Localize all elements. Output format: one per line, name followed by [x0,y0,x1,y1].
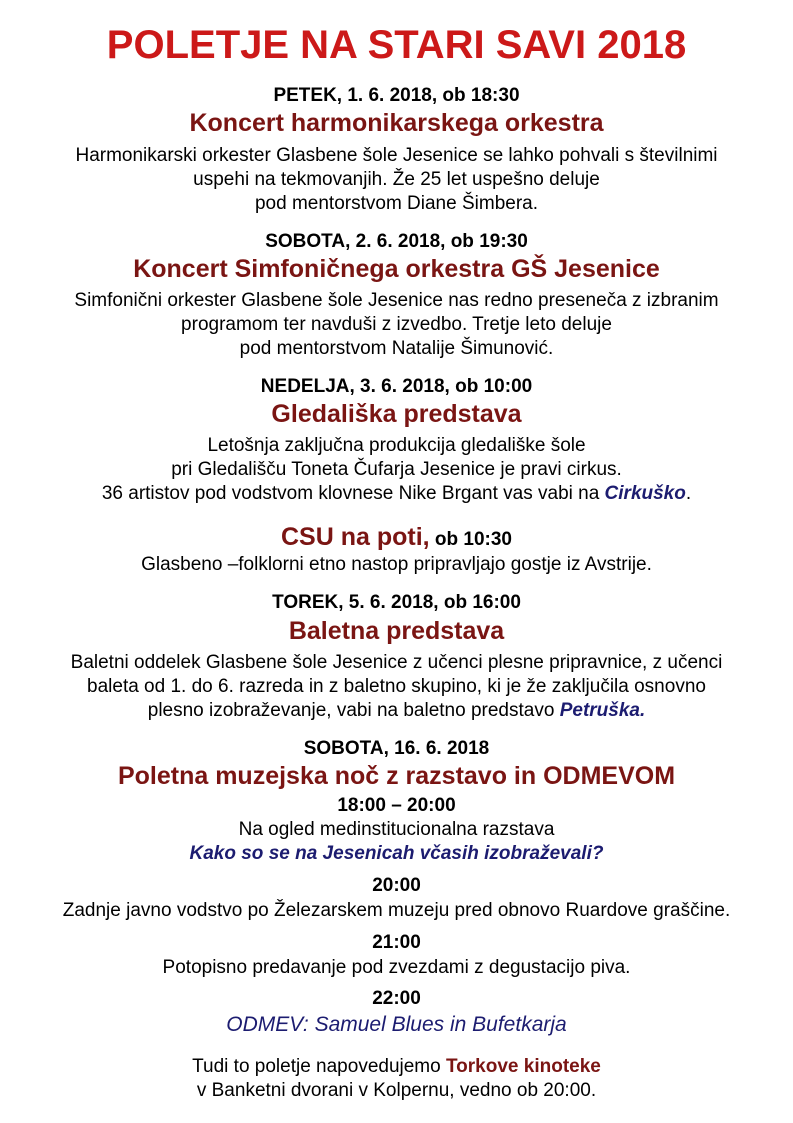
event-title [0,522,793,555]
footer-line: v Banketni dvorani v Kolpernu, vedno ob 20:00. [196,1080,597,1101]
program-time: 22:00 [372,988,421,1009]
event-date: SOBOTA, 16. 6. 2018 [303,738,490,759]
footer-line [0,1055,793,1079]
event-description-line: baleta od 1. do 6. razreda in z baletno skupino, ki je že zaključila osnovno [87,676,706,697]
event-time: ob 10:30 [429,529,512,550]
program-time: 18:00 – 20:00 [337,795,456,816]
event-description-line: Glasbeno –folklorni etno nastop pripravljajo gostje iz Avstrije. [141,554,652,575]
event-description-line: uspehi na tekmovanjih. Že 25 let uspešno deluje [193,169,600,190]
event-description-line [0,699,793,723]
performers-title: ODMEV: Samuel Blues in Bufetkarja [226,1013,567,1036]
event-title: Koncert Simfoničnega orkestra GŠ Jesenice [133,255,660,283]
program-text: Na ogled medinstitucionalna razstava [238,819,555,840]
event-date: NEDELJA, 3. 6. 2018, ob 10:00 [260,376,533,397]
production-title-link[interactable]: Cirkuško [604,483,686,504]
event-title: Koncert harmonikarskega orkestra [189,109,604,137]
event-description-text: 36 artistov pod vodstvom klovnese Nike Brgant vas vabi na [101,483,605,504]
event-description-line: Baletni oddelek Glasbene šole Jesenice z učenci plesne pripravnice, z učenci [70,652,723,673]
event-description-text: plesno izobraževanje, vabi na baletno predstavo [147,700,560,721]
exhibition-title: Kako so se na Jesenicah včasih izobraževali? [189,843,604,864]
event-title: Poletna muzejska noč z razstavo in ODMEVOM [117,762,676,790]
event-description-line: pod mentorstvom Diane Šimbera. [254,193,538,214]
event-description-line: Simfonični orkester Glasbene šole Jesenice nas redno preseneča z izbranim [74,290,719,311]
event-description-line [0,482,793,506]
program-time: 20:00 [372,875,421,896]
event-description-line: Letošnja zaključna produkcija gledališke šole [207,435,586,456]
event-date: TOREK, 5. 6. 2018, ob 16:00 [272,592,521,613]
event-name: CSU na poti, [281,523,430,551]
event-title: Baletna predstava [288,617,505,645]
event-date: PETEK, 1. 6. 2018, ob 18:30 [273,85,520,106]
event-date: SOBOTA, 2. 6. 2018, ob 19:30 [265,231,528,252]
event-title: Gledališka predstava [271,400,522,428]
kinoteka-title: Torkove kinoteke [445,1056,601,1077]
production-title-link[interactable]: Petruška. [559,700,646,721]
program-text: Zadnje javno vodstvo po Železarskem muzeju pred obnovo Ruardove graščine. [62,900,731,921]
program-text: Potopisno predavanje pod zvezdami z degustacijo piva. [162,957,631,978]
event-description-line: programom ter navduši z izvedbo. Tretje leto deluje [181,314,612,335]
event-description-line: pri Gledališču Toneta Čufarja Jesenice je pravi cirkus. [171,459,622,480]
footer-text: Tudi to poletje napovedujemo [192,1056,446,1077]
event-description-line: pod mentorstvom Natalije Šimunović. [239,338,554,359]
page-title: POLETJE NA STARI SAVI 2018 [106,23,687,67]
event-description-line: Harmonikarski orkester Glasbene šole Jesenice se lahko pohvali s številnimi [75,145,718,166]
punctuation: . [685,483,692,504]
program-time: 21:00 [372,932,421,953]
